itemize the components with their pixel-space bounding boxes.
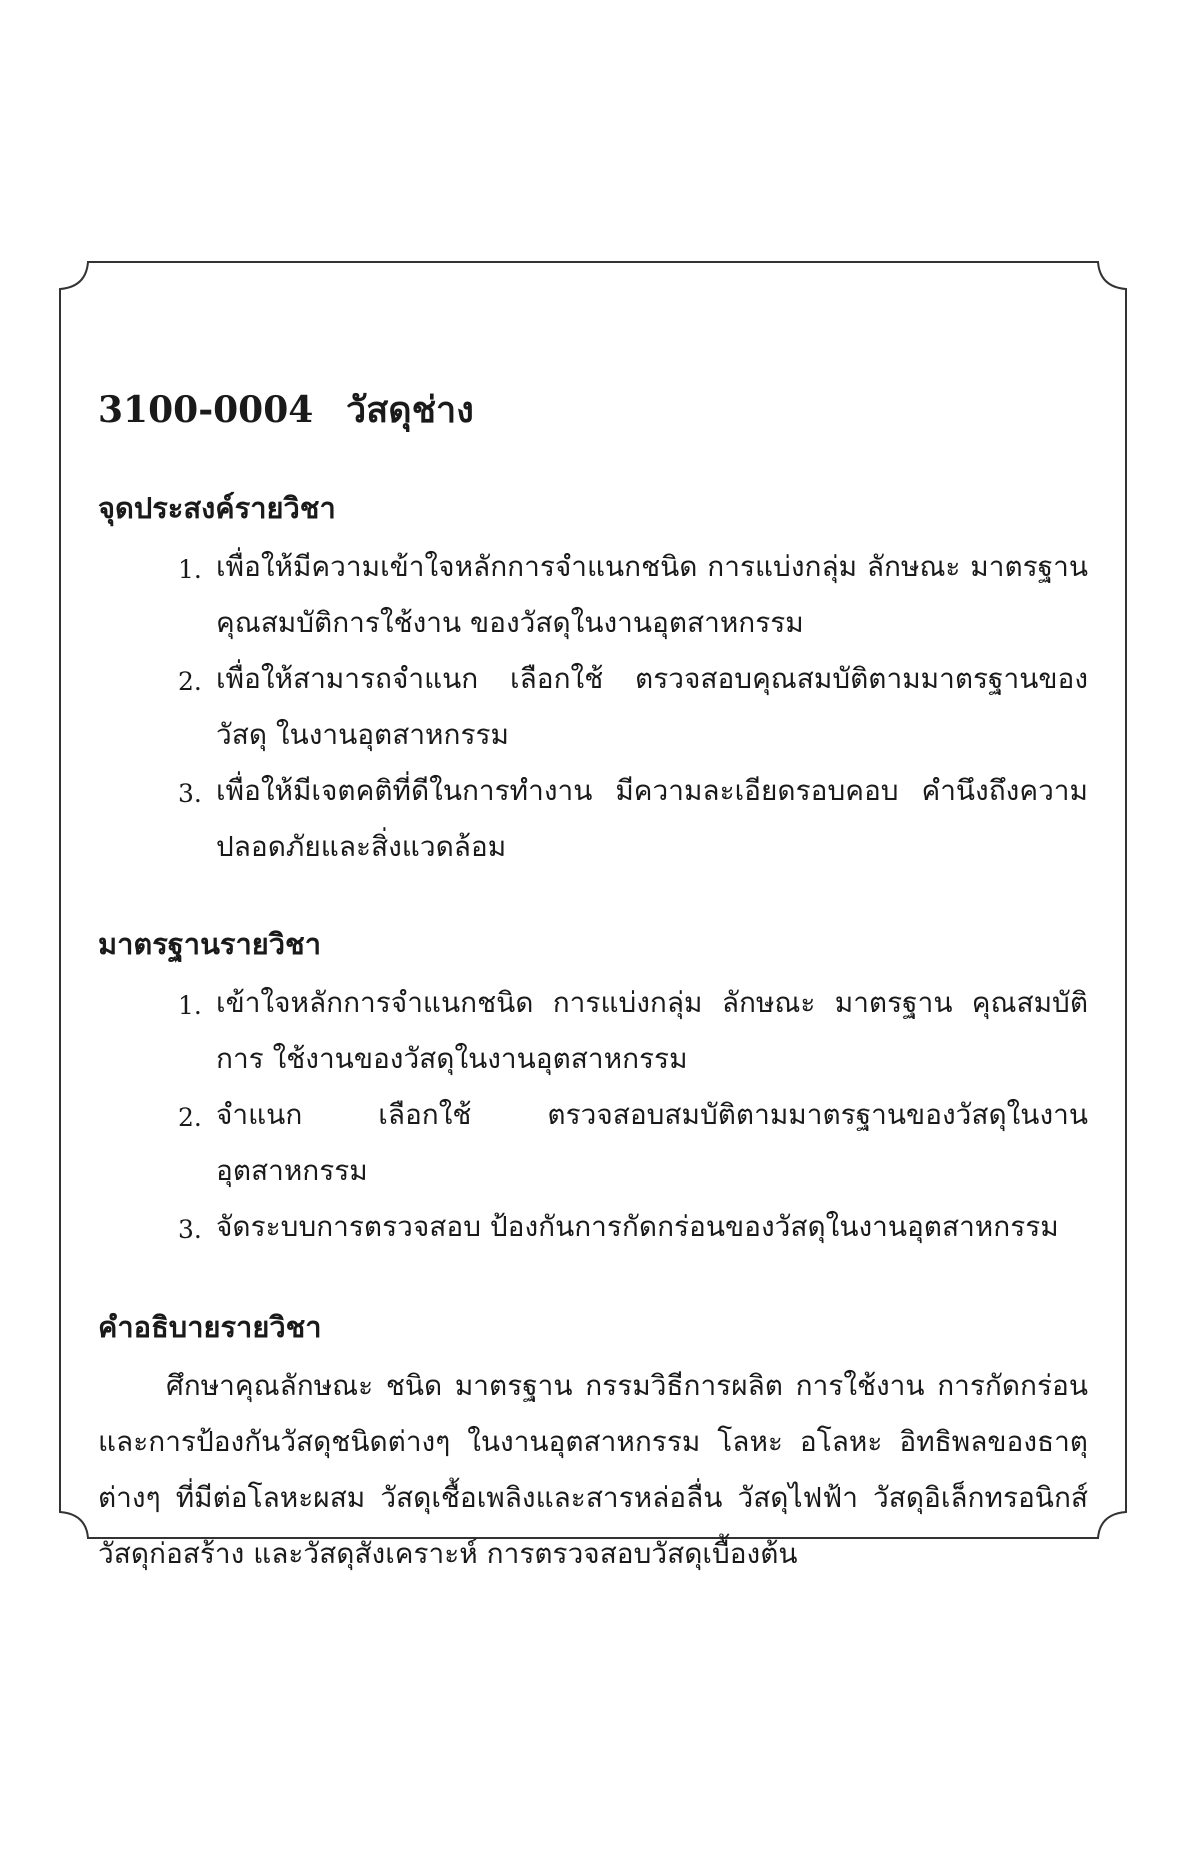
standard-text: จำแนก เลือกใช้ ตรวจสอบสมบัติตามมาตรฐานของวัสดุในงานอุตสาหกรรม: [216, 1098, 1088, 1187]
course-title: [98, 385, 1088, 435]
standard-item-1: [98, 975, 1088, 1087]
standard-item-3: [98, 1199, 1088, 1258]
objective-number: 3.: [178, 779, 202, 808]
objective-item-3: [98, 763, 1088, 875]
standard-number: 1.: [178, 991, 202, 1020]
standard-number: 2.: [178, 1103, 202, 1132]
course-name: วัสดุช่าง: [346, 389, 474, 431]
objective-item-1: [98, 539, 1088, 651]
objective-number: 2.: [178, 667, 202, 696]
standards-section: [98, 919, 1088, 1258]
objectives-list: [98, 539, 1088, 875]
description-section: [98, 1302, 1088, 1582]
standard-item-2: [98, 1087, 1088, 1199]
course-content: [98, 385, 1088, 1582]
objective-item-2: [98, 651, 1088, 763]
objective-text: เพื่อให้มีเจตคติที่ดีในการทำงาน มีความละเอียดรอบคอบ คำนึงถึงความ ปลอดภัยและสิ่งแวดล้อม: [216, 774, 1088, 863]
objective-text: เพื่อให้มีความเข้าใจหลักการจำแนกชนิด การแบ่งกลุ่ม ลักษณะ มาตรฐาน คุณสมบัติการใช้งาน ของวัสดุในงานอุตสาหกรรม: [216, 550, 1088, 639]
standards-list: [98, 975, 1088, 1258]
standard-text: จัดระบบการตรวจสอบ ป้องกันการกัดกร่อนของวัสดุในงานอุตสาหกรรม: [216, 1210, 1059, 1243]
description-heading: คำอธิบายรายวิชา: [98, 1310, 322, 1344]
objective-number: 1.: [178, 555, 202, 584]
course-code: 3100-0004: [98, 389, 314, 431]
objectives-heading: จุดประสงค์รายวิชา: [98, 491, 336, 525]
objective-text: เพื่อให้สามารถจำแนก เลือกใช้ ตรวจสอบคุณสมบัติตามมาตรฐานของวัสดุ ในงานอุตสาหกรรม: [216, 662, 1088, 751]
standard-text: เข้าใจหลักการจำแนกชนิด การแบ่งกลุ่ม ลักษณะ มาตรฐาน คุณสมบัติการ ใช้งานของวัสดุในงานอุตสาหกรรม: [216, 986, 1088, 1075]
objectives-section: [98, 483, 1088, 875]
standard-number: 3.: [178, 1215, 202, 1244]
description-text: ศึกษาคุณลักษณะ ชนิด มาตรฐาน กรรมวิธีการผลิต การใช้งาน การกัดกร่อน และการป้องกันวัสดุชนิดต่างๆ ในงานอุตสาหกรรม โลหะ อโลหะ อิทธิพลของธาตุ ต่างๆ ที่มีต่อโลหะผสม วัสดุเชื้อเพลิงและสารหล่อลื่น วัสดุไฟฟ้า วัสดุอิเล็กทรอนิกส์ วัสดุก่อสร้าง และวัสดุสังเคราะห์ การตรวจสอบวัสดุเบื้องต้น: [98, 1369, 1088, 1570]
standards-heading: มาตรฐานรายวิชา: [98, 927, 322, 961]
